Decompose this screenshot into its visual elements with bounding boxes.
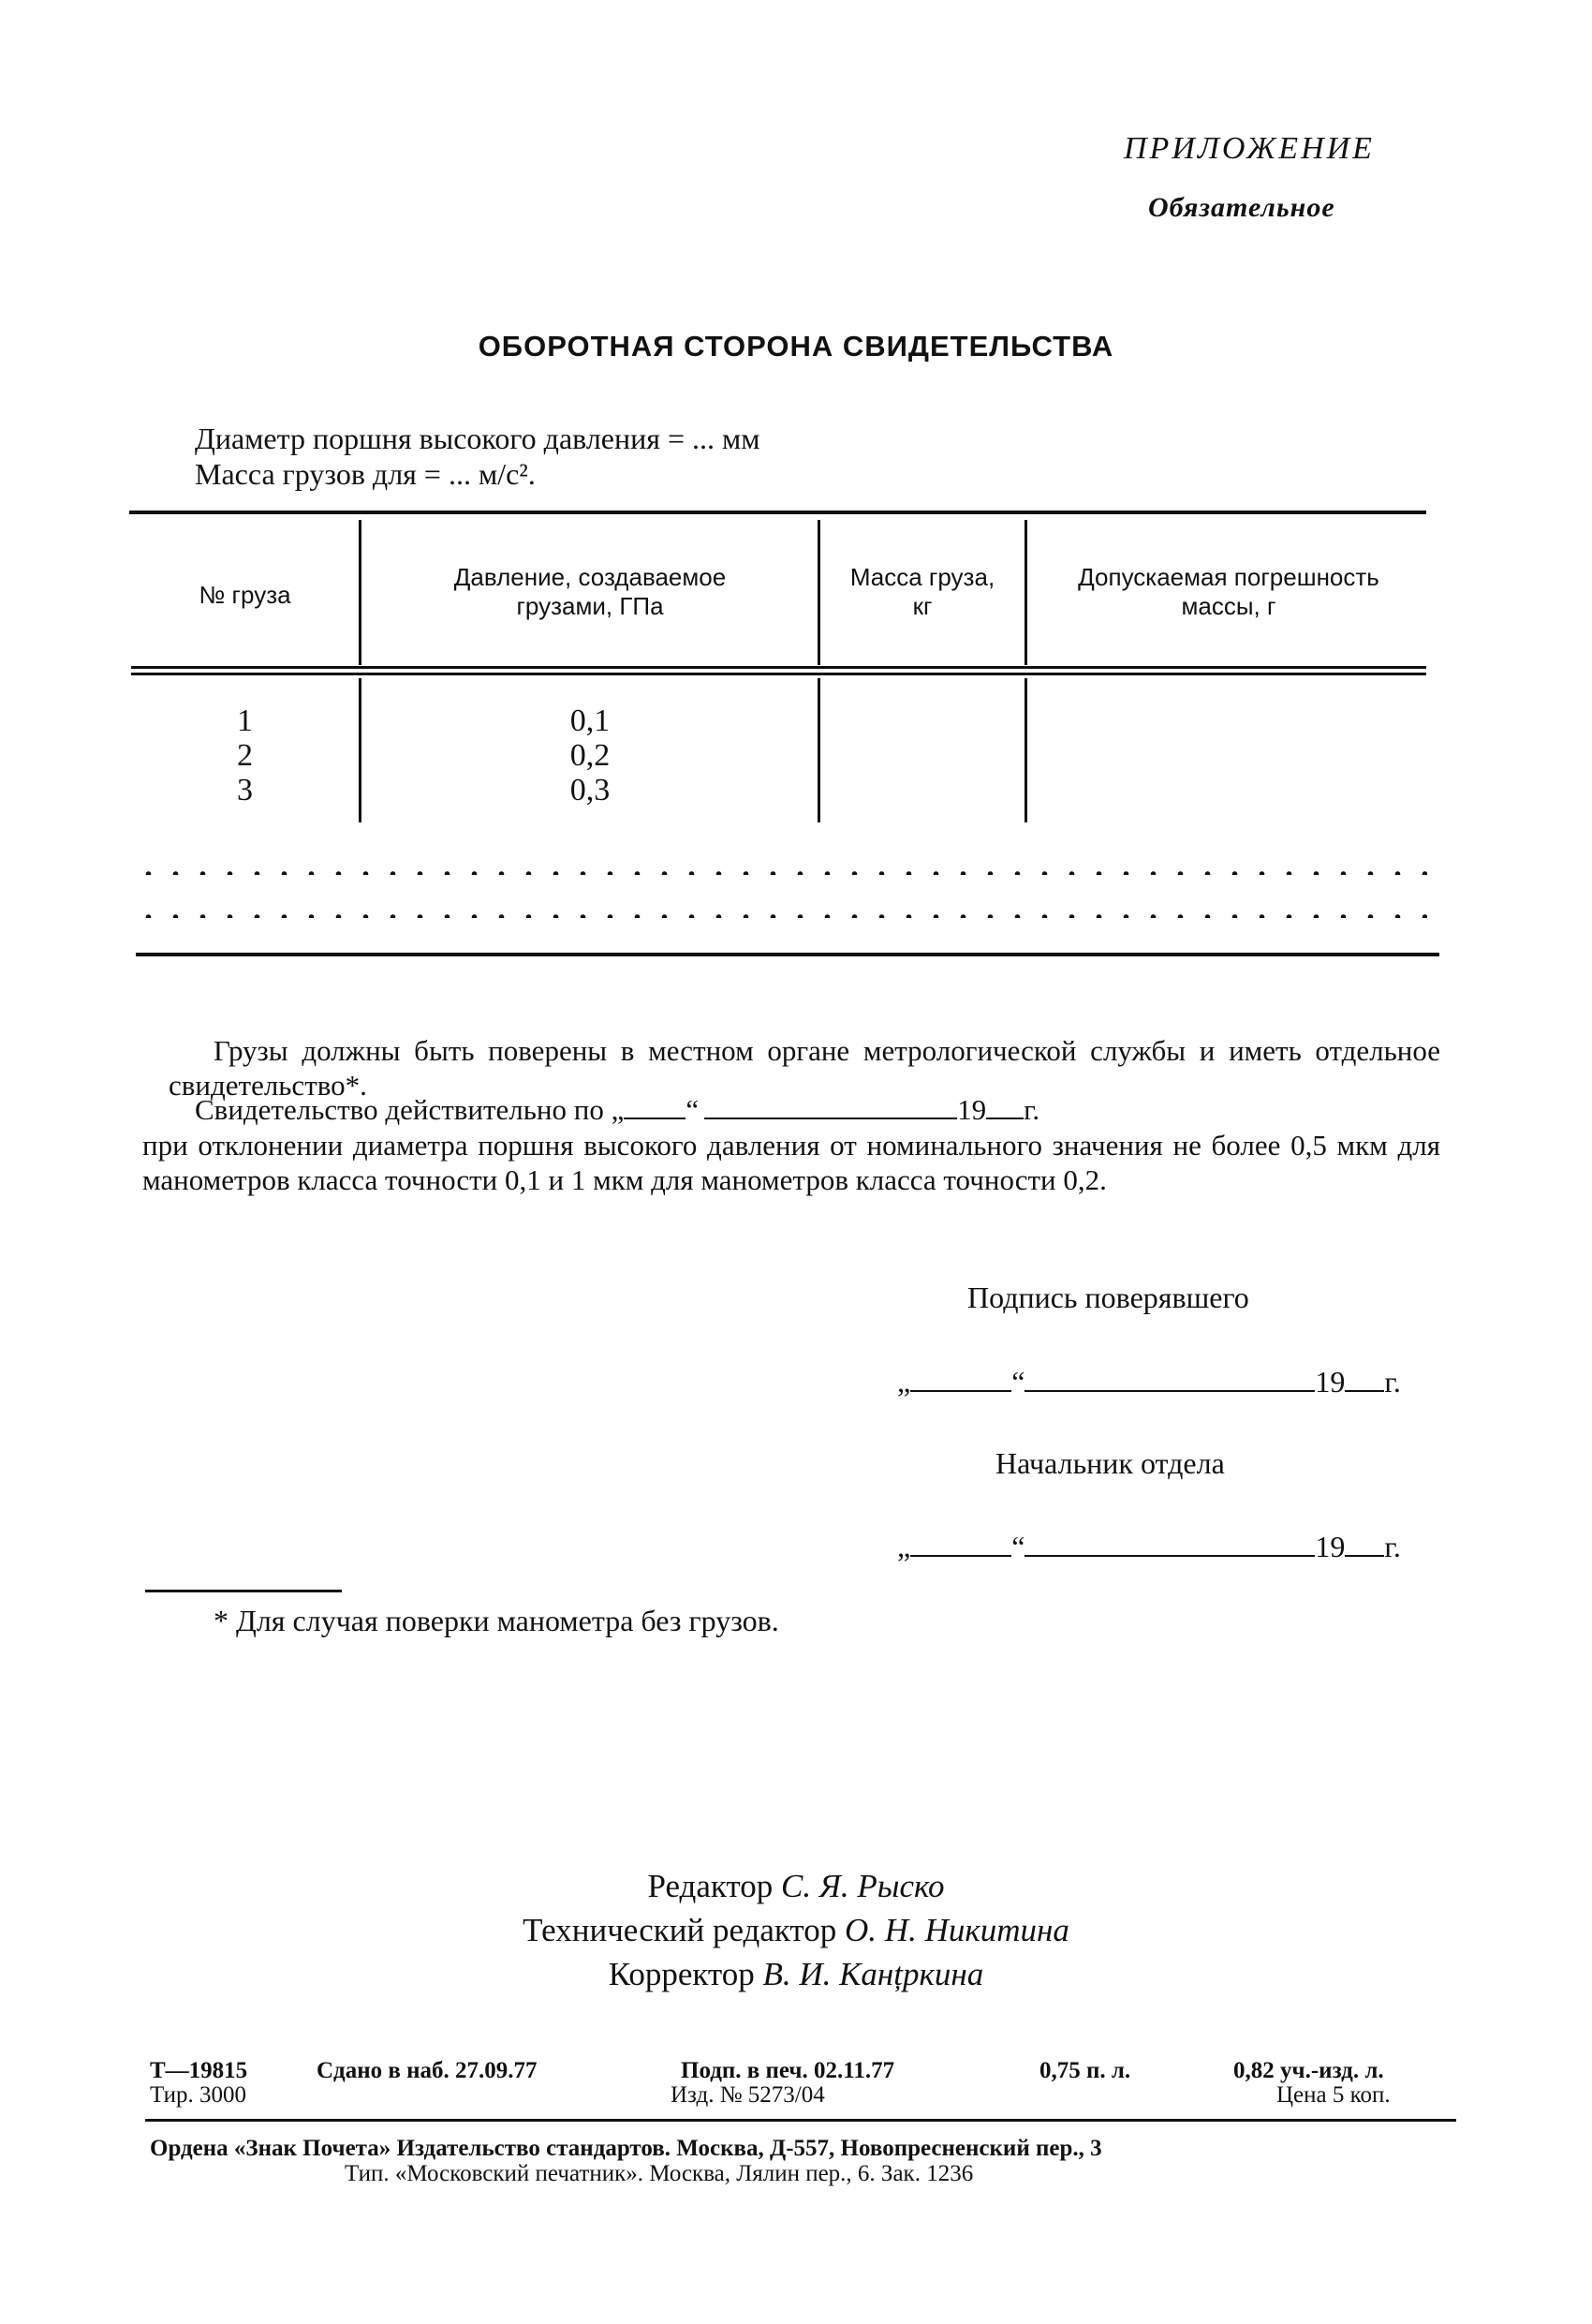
table-row xyxy=(131,703,359,807)
paragraph-tolerance: при отклонении диаметра поршня высокого давления от номинального значения не более 0,5 мкм для манометров класса точности 0,1 и 1 мкм для манометров класса точности 0,2. xyxy=(142,1129,1440,1196)
imprint-edition: Изд. № 5273/04 xyxy=(671,2082,825,2108)
imprint-submitted: Сдано в наб. 27.09.77 xyxy=(317,2058,538,2083)
certificate-quote: “ xyxy=(685,1093,700,1126)
footnote-rule xyxy=(145,1590,342,1592)
day-blank xyxy=(910,1534,1011,1557)
verifier-signature-label: Подпись поверявшего xyxy=(967,1280,1249,1314)
head-date-line xyxy=(897,1530,1401,1564)
footnote: * Для случая поверки манометра без грузов. xyxy=(214,1604,779,1637)
appendix-subtitle: Обязательное xyxy=(1148,192,1335,223)
row-pressure: 0,3 xyxy=(569,773,611,807)
imprint-sheets: 0,75 п. л. xyxy=(1039,2058,1131,2083)
appendix-title: ПРИЛОЖЕНИЕ xyxy=(1124,131,1375,166)
tech-editor-role: Технический редактор xyxy=(523,1912,837,1948)
editor-name: С. Я. Рыско xyxy=(781,1868,945,1904)
certificate-validity-line xyxy=(195,1093,1039,1127)
head-signature-label: Начальник отдела xyxy=(995,1446,1225,1480)
table-header-rule-2 xyxy=(131,673,1426,675)
row-num: 3 xyxy=(237,773,253,807)
editor-role: Редактор xyxy=(647,1868,774,1904)
imprint-rule xyxy=(145,2119,1456,2122)
imprint-code: Т—19815 xyxy=(150,2058,248,2083)
proofreader-name: В. И. Канțркина xyxy=(762,1956,984,1992)
section-title: ОБОРОТНАЯ СТОРОНА СВИДЕТЕЛЬСТВА xyxy=(478,330,1114,363)
row-pressure: 0,1 xyxy=(569,703,611,738)
imprint-signed: Подп. в печ. 02.11.77 xyxy=(681,2058,895,2083)
proofreader-line xyxy=(0,1952,1592,1996)
credits-block xyxy=(0,1864,1592,1996)
year-blank xyxy=(1345,1534,1384,1557)
continuation-dots-1 xyxy=(135,871,1427,875)
certificate-year: 19 xyxy=(957,1093,987,1126)
date-mid-quote: “ xyxy=(1011,1365,1025,1399)
imprint-price: Цена 5 коп. xyxy=(1276,2082,1391,2108)
piston-diameter-line: Диаметр поршня высокого давления = ... мм xyxy=(195,422,760,455)
paragraph-weights: Грузы должны быть поверены в местном органе метрологической службы и иметь отдельное свидетельство*. xyxy=(169,1034,1440,1102)
row-num: 2 xyxy=(237,738,253,773)
tech-editor-name: О. Н. Никитина xyxy=(845,1912,1069,1948)
date-suffix: г. xyxy=(1384,1530,1401,1563)
certificate-prefix: Свидетельство действительно по „ xyxy=(195,1093,625,1126)
month-blank xyxy=(1024,1369,1315,1392)
header-tolerance: Допускаемая погрешность массы, г xyxy=(1078,563,1379,620)
editor-line xyxy=(0,1864,1592,1908)
date-year: 19 xyxy=(1315,1365,1346,1399)
table-col-divider-1 xyxy=(359,520,361,665)
row-pressure: 0,2 xyxy=(569,738,611,773)
month-blank xyxy=(1024,1534,1315,1557)
verifier-date-line xyxy=(897,1365,1401,1399)
table-row xyxy=(496,703,684,807)
imprint-pub-sheets: 0,82 уч.-изд. л. xyxy=(1233,2058,1384,2083)
table-col-divider-2-body xyxy=(818,678,820,822)
year-blank xyxy=(986,1097,1024,1119)
table-col-divider-3-body xyxy=(1024,678,1027,822)
day-blank xyxy=(624,1097,685,1119)
tech-editor-line xyxy=(0,1908,1592,1952)
table-col-divider-3 xyxy=(1024,520,1027,665)
header-pressure: Давление, создаваемое грузами, ГПа xyxy=(453,563,727,620)
weights-mass-line: Масса грузов для = ... м/с². xyxy=(195,457,536,491)
continuation-dots-2 xyxy=(135,914,1427,918)
imprint-publisher: Ордена «Знак Почета» Издательство стандартов. Москва, Д-557, Новопресненский пер., 3 xyxy=(150,2136,1102,2161)
year-blank xyxy=(1345,1369,1384,1392)
date-mid-quote: “ xyxy=(1011,1530,1025,1563)
date-suffix: г. xyxy=(1384,1365,1401,1399)
imprint-printer: Тип. «Московский печатник». Москва, Лялин пер., 6. Зак. 1236 xyxy=(345,2161,974,2186)
header-mass: Масса груза, кг xyxy=(849,563,995,620)
table-top-rule xyxy=(129,511,1426,514)
date-open-quote: „ xyxy=(897,1530,911,1563)
certificate-suffix: г. xyxy=(1024,1093,1040,1126)
imprint-print-run: Тир. 3000 xyxy=(150,2082,247,2108)
table-bottom-rule xyxy=(136,953,1439,956)
day-blank xyxy=(910,1369,1011,1392)
table-col-divider-1-body xyxy=(359,678,361,822)
date-open-quote: „ xyxy=(897,1365,911,1399)
table-col-divider-2 xyxy=(818,520,820,665)
date-year: 19 xyxy=(1315,1530,1346,1563)
month-blank xyxy=(704,1097,957,1119)
row-num: 1 xyxy=(237,703,253,738)
proofreader-role: Корректор xyxy=(608,1956,755,1992)
table-header-rule xyxy=(131,666,1426,669)
header-weight-number: № груза xyxy=(199,581,291,609)
